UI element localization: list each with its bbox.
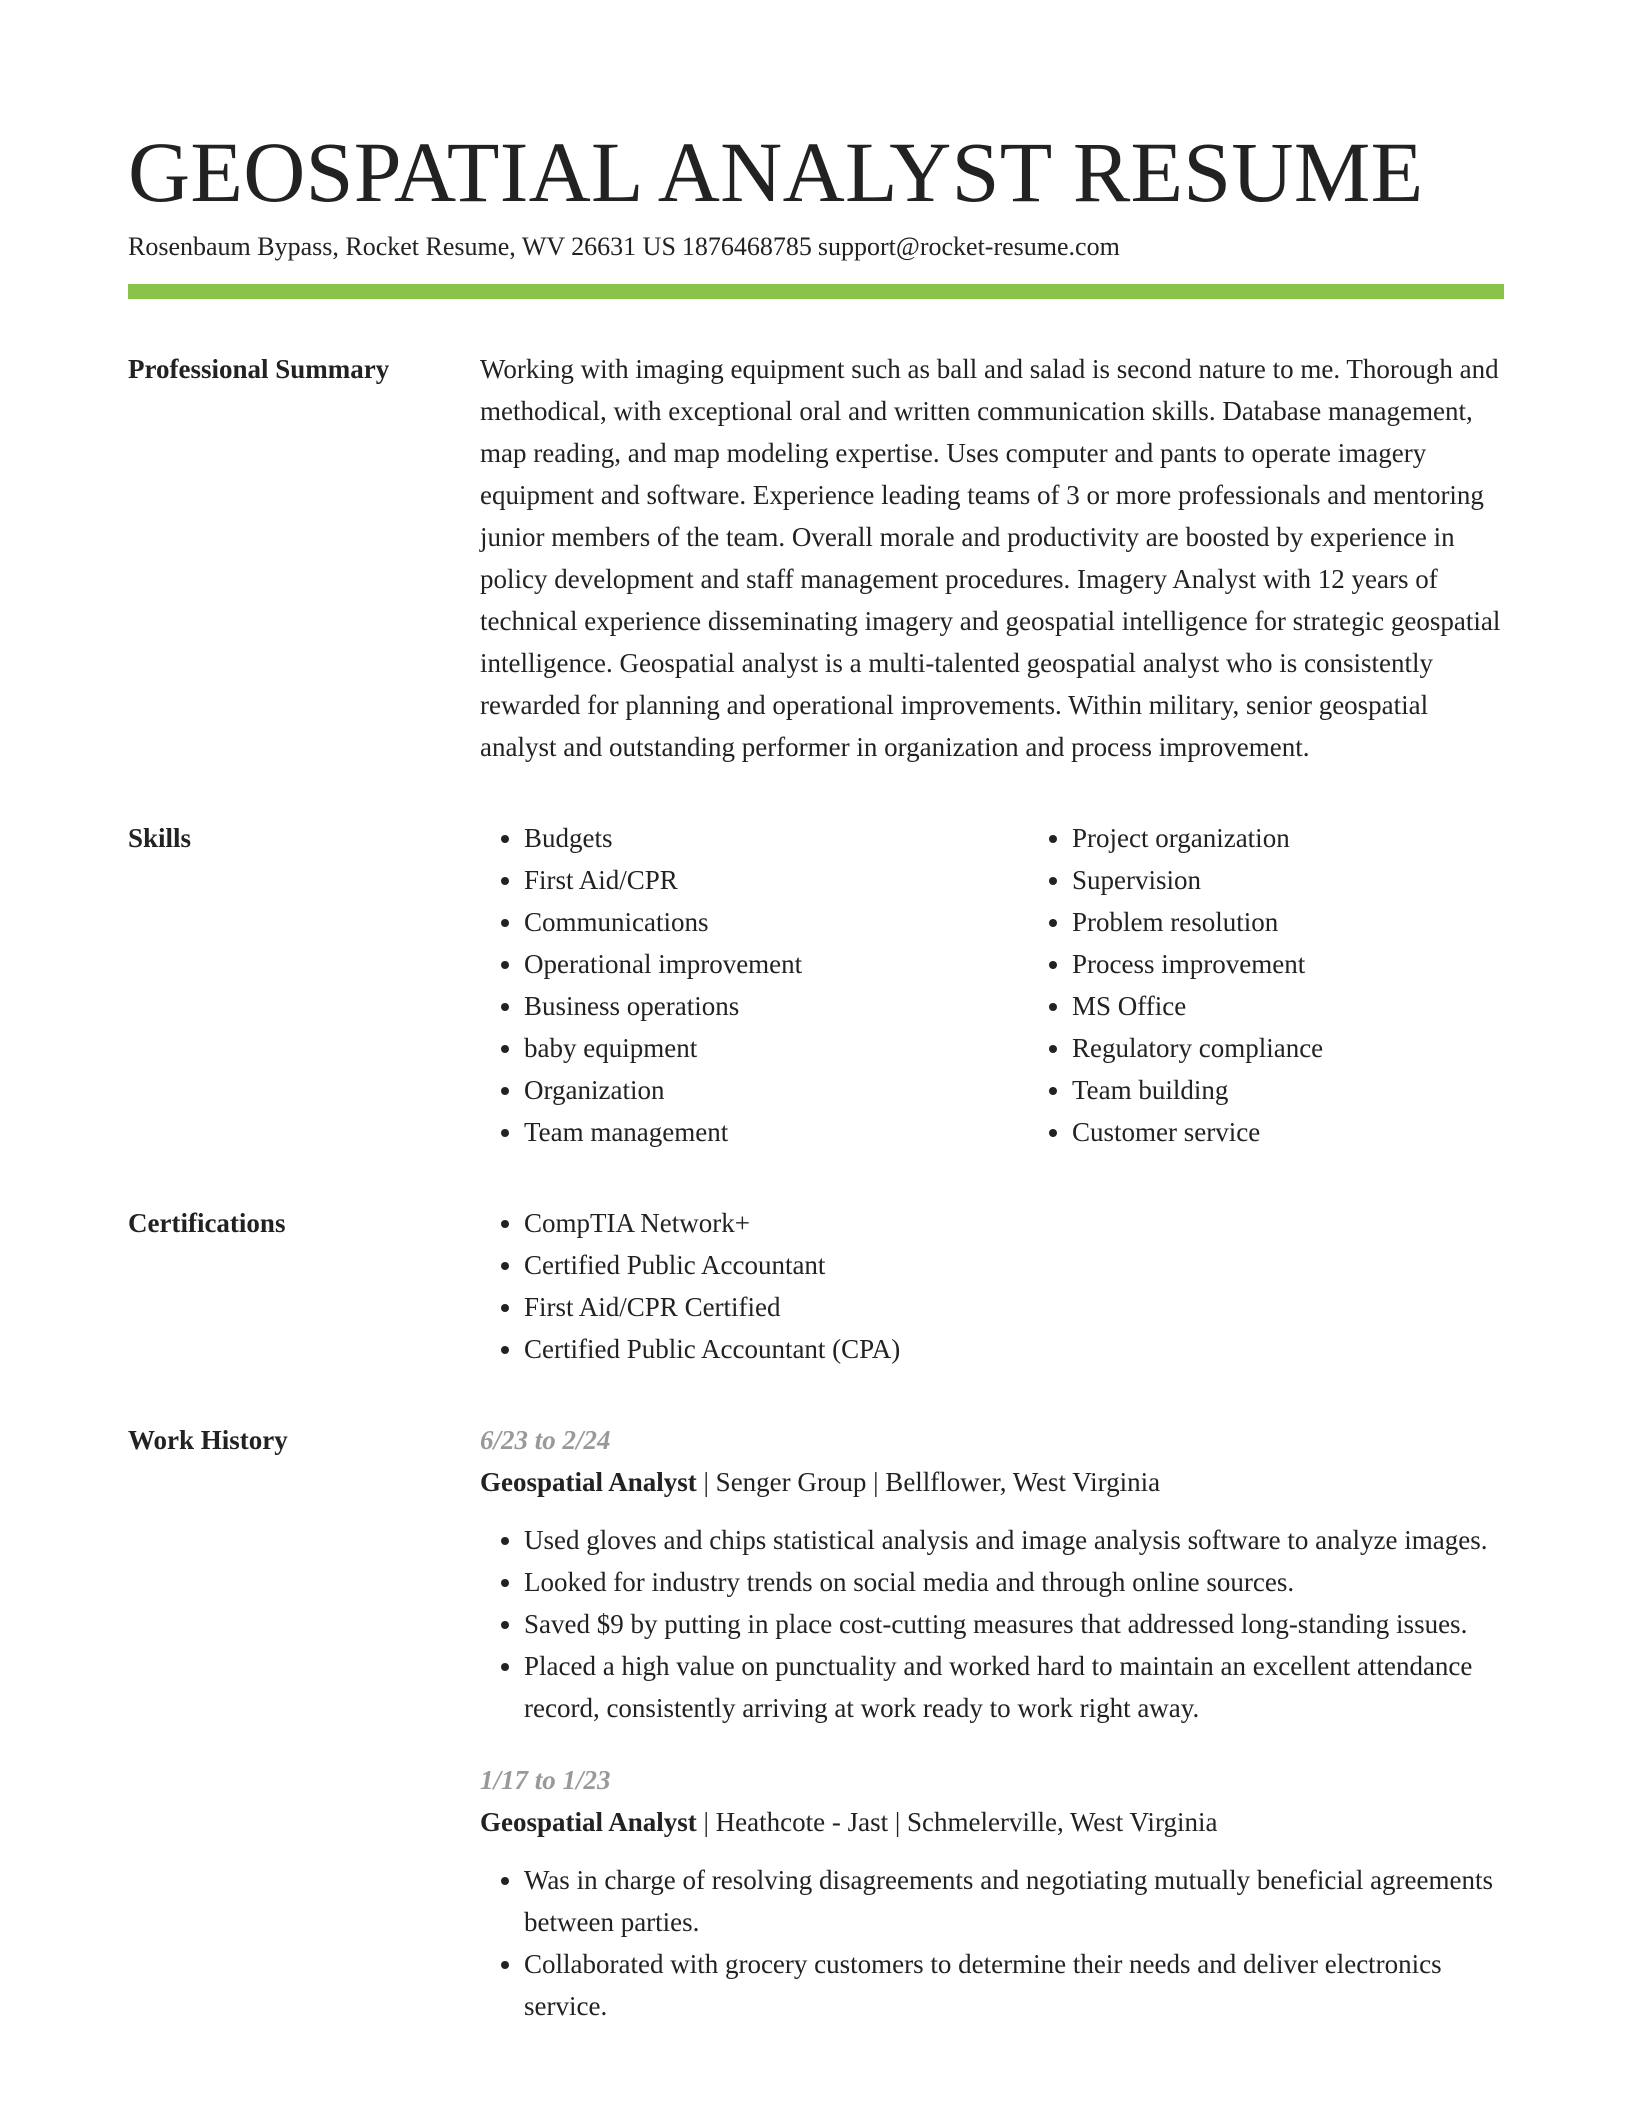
job-bullet: • Saved $9 by putting in place cost-cutting measures that addressed long-standing issues.: [524, 1603, 1504, 1645]
accent-divider: [128, 284, 1504, 299]
job-bullets: [480, 1519, 1504, 1729]
job-dates: 6/23 to 2/24: [480, 1425, 611, 1455]
summary-text: Working with imaging equipment such as ball and salad is second nature to me. Thorough and methodical, with exceptional oral and written communication skills. Database management, map reading, and map modeling expertise. Uses computer and pants to operate imagery equipment and software. Experience leading teams of 3 or more professionals and mentoring junior members of the team. Overall morale and productivity are boosted by experience in policy development and staff management procedures. Imagery Analyst with 12 years of technical experience disseminating imagery and geospatial intelligence for strategic geospatial intelligence. Geospatial analyst is a multi-talented geospatial analyst who is consistently rewarded for planning and operational improvements. Within military, senior geospatial analyst and outstanding performer in organization and process improvement.: [480, 354, 1501, 762]
skills-heading: Skills: [128, 823, 192, 853]
job-bullet: • Looked for industry trends on social media and through online sources.: [524, 1561, 1504, 1603]
skills-list-left: [480, 817, 1028, 1153]
job-details: | Heathcote - Jast | Schmelerville, West Virginia: [696, 1807, 1218, 1837]
skill-item: • Organization: [524, 1069, 1028, 1111]
skill-item: • Project organization: [1072, 817, 1576, 859]
skill-item: • Process improvement: [1072, 943, 1576, 985]
job-bullet: • Was in charge of resolving disagreements and negotiating mutually beneficial agreements between parties.: [524, 1859, 1504, 1943]
contact-address: Rosenbaum Bypass, Rocket Resume, WV 26631 US: [128, 232, 676, 261]
job-title: Geospatial Analyst: [480, 1807, 697, 1837]
skill-item: • Business operations: [524, 985, 1028, 1027]
skill-item: • Customer service: [1072, 1111, 1576, 1153]
summary-heading: Professional Summary: [128, 354, 390, 384]
skill-item: • Operational improvement: [524, 943, 1028, 985]
job-bullet: • Used gloves and chips statistical analysis and image analysis software to analyze images.: [524, 1519, 1504, 1561]
resume-page: [128, 0, 1504, 2027]
job-heading: [480, 1801, 1504, 1843]
job-details: | Senger Group | Bellflower, West Virginia: [696, 1467, 1161, 1497]
certification-item: • First Aid/CPR Certified: [524, 1286, 1504, 1328]
skill-item: • Communications: [524, 901, 1028, 943]
job-title: Geospatial Analyst: [480, 1467, 697, 1497]
skill-item: • Supervision: [1072, 859, 1576, 901]
skills-list-right: [1028, 817, 1576, 1153]
skill-item: • Team management: [524, 1111, 1028, 1153]
contact-phone: 1876468785: [681, 232, 812, 261]
certification-item: • Certified Public Accountant (CPA): [524, 1328, 1504, 1370]
certifications-list: [480, 1202, 1504, 1370]
job-heading: [480, 1461, 1504, 1503]
job-entry: [480, 1419, 1504, 1729]
job-dates: 1/17 to 1/23: [480, 1765, 611, 1795]
job-bullet: • Placed a high value on punctuality and worked hard to maintain an excellent attendance record, consistently arriving at work ready to work right away.: [524, 1645, 1504, 1729]
contact-email: support@rocket-resume.com: [817, 232, 1120, 261]
skills-section: [128, 817, 1504, 1153]
job-bullets: [480, 1859, 1504, 2027]
certification-item: • CompTIA Network+: [524, 1202, 1504, 1244]
certifications-heading: Certifications: [128, 1208, 286, 1238]
skill-item: • Regulatory compliance: [1072, 1027, 1576, 1069]
certification-item: • Certified Public Accountant: [524, 1244, 1504, 1286]
skill-item: • Budgets: [524, 817, 1028, 859]
work-history-section: [128, 1419, 1504, 2027]
summary-section: [128, 348, 1504, 768]
skill-item: • baby equipment: [524, 1027, 1028, 1069]
work-history-heading: Work History: [128, 1425, 288, 1455]
skill-item: • First Aid/CPR: [524, 859, 1028, 901]
skill-item: • MS Office: [1072, 985, 1576, 1027]
skill-item: • Problem resolution: [1072, 901, 1576, 943]
resume-title: GEOSPATIAL ANALYST RESUME: [128, 124, 1424, 220]
job-bullet: • Collaborated with grocery customers to determine their needs and deliver electronics service.: [524, 1943, 1504, 2027]
skill-item: • Team building: [1072, 1069, 1576, 1111]
job-entry: [480, 1759, 1504, 2027]
contact-line: [128, 230, 1504, 264]
certifications-section: [128, 1202, 1504, 1370]
